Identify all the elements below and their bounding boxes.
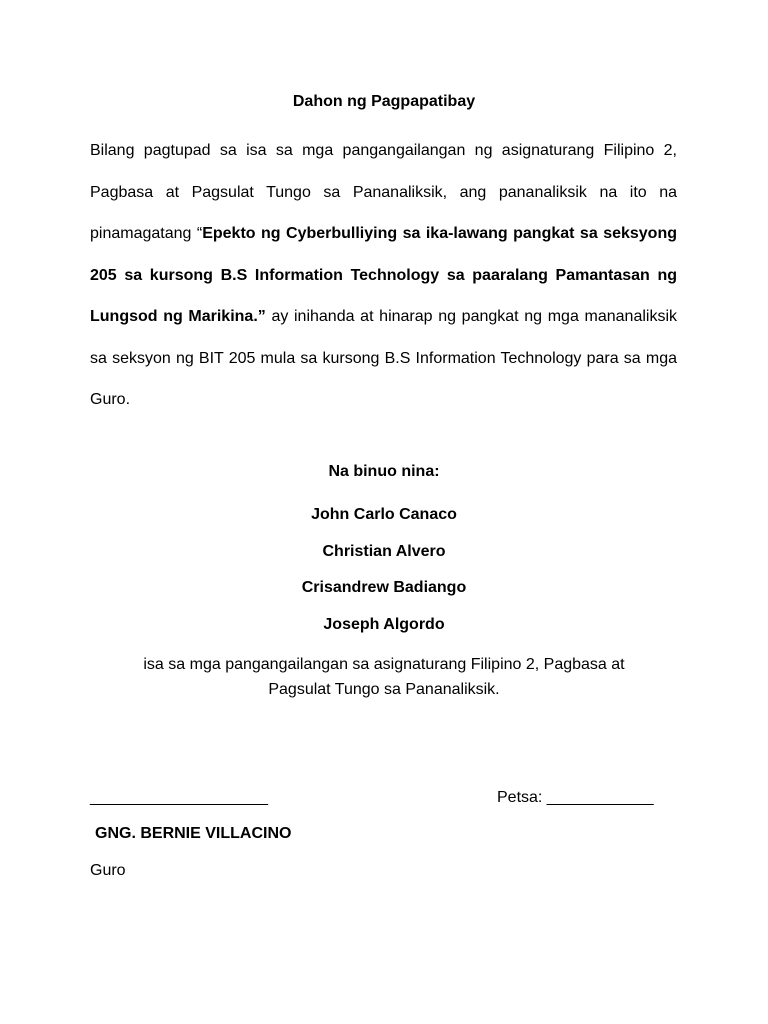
requirement-line-1: isa sa mga pangangailangan sa asignaturang Filipino 2, Pagbasa at	[143, 656, 625, 673]
prepared-by-label: Na binuo nina:	[328, 463, 440, 480]
research-title: Epekto ng Cyberbulliying sa ika-lawang pangkat sa seksyong 205 sa kursong B.S Information Technology sa paaralang Pamantasan ng Lungsod ng Marikina.”	[90, 225, 677, 325]
signature-line: ____________________	[90, 789, 268, 806]
author-name: Joseph Algordo	[323, 616, 445, 633]
author-name: Crisandrew Badiango	[301, 579, 467, 596]
requirement-line-2: Pagsulat Tungo sa Pananaliksik.	[268, 681, 500, 698]
author-name: John Carlo Canaco	[311, 506, 457, 523]
teacher-name: GNG. BERNIE VILLACINO	[95, 825, 292, 842]
teacher-role: Guro	[90, 862, 126, 879]
paragraph-text-outro: ay inihanda at hinarap ng pangkat ng mga mananaliksik sa seksyon ng BIT 205 mula sa kursong B.S Information Technology para sa mga Guro.	[90, 308, 678, 408]
paragraph-text-intro: Bilang pagtupad sa isa sa mga pangangailangan ng asignaturang Filipino 2, Pagbasa at Pagsulat Tungo sa Pananaliksik, ang pananaliksik na ito na pinamagatang “	[90, 142, 677, 242]
approval-paragraph	[90, 130, 677, 421]
page-title: Dahon ng Pagpapatibay	[292, 93, 476, 110]
requirement-note	[0, 652, 768, 702]
author-name: Christian Alvero	[322, 543, 446, 560]
date-field: Petsa: ____________	[497, 789, 654, 806]
